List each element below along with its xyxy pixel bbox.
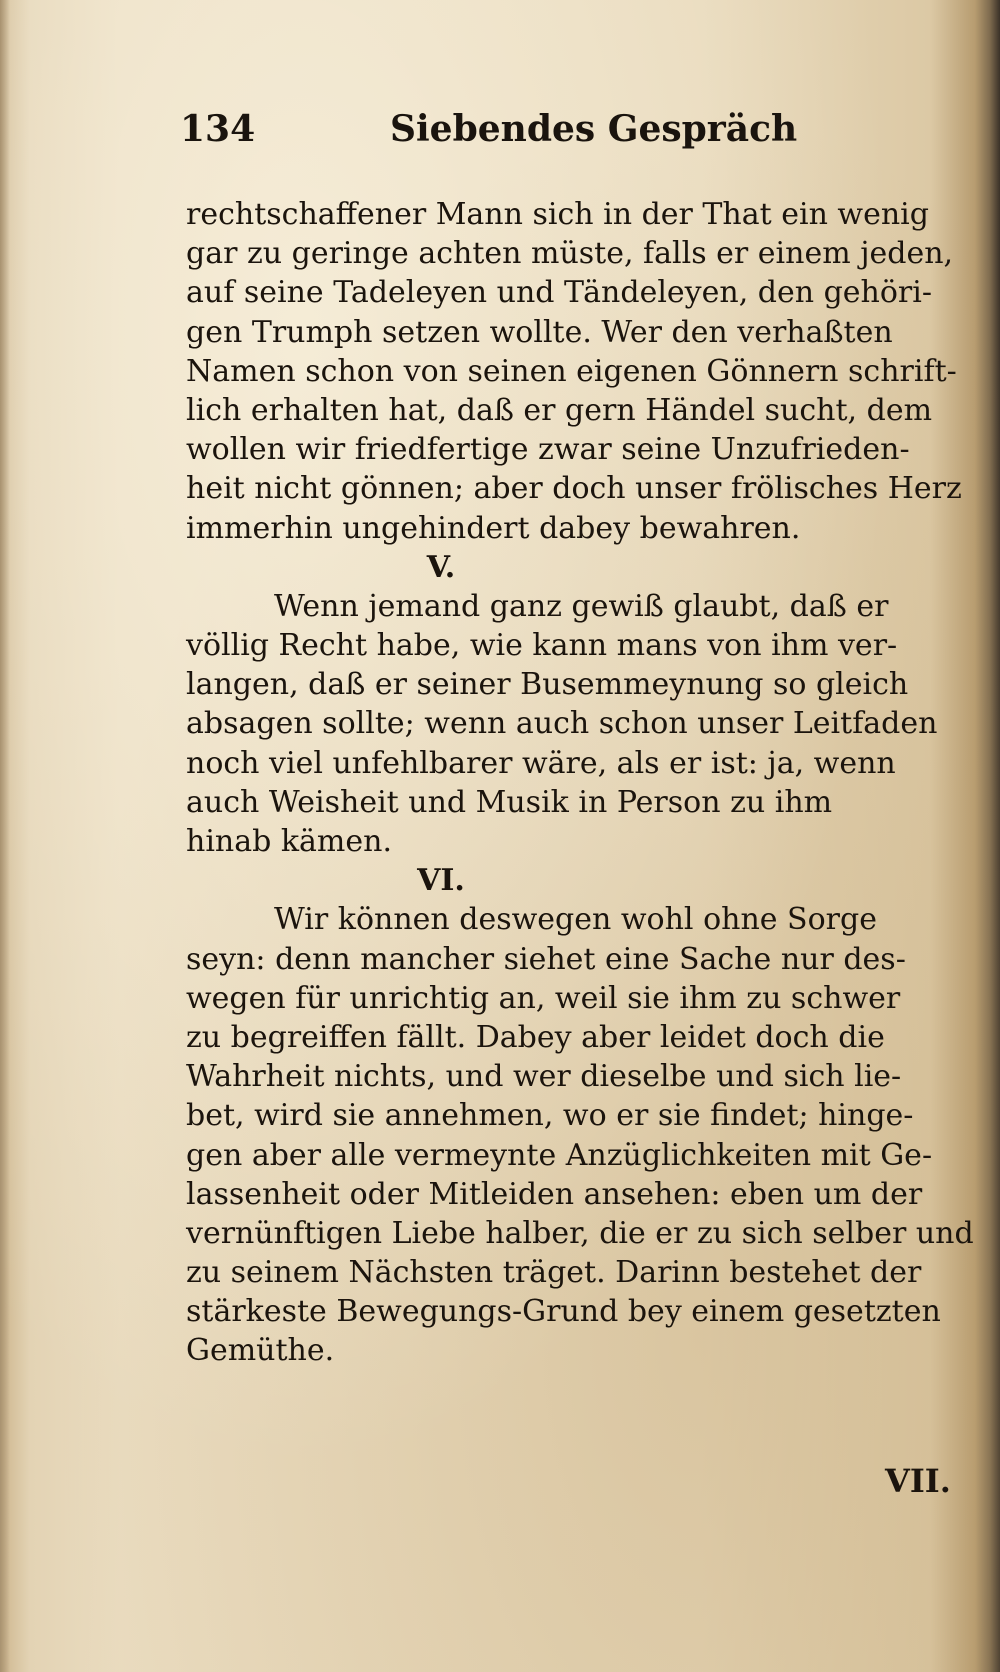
text-line: Wir können deswegen wohl ohne Sorge: [274, 902, 877, 938]
page-body: [186, 195, 974, 1371]
text-line: bet, wird sie annehmen, wo er sie findet; hinge-: [186, 1098, 914, 1134]
text-line: absagen sollte; wenn auch schon unser Leitfaden: [186, 706, 938, 742]
text-line: völlig Recht habe, wie kann mans von ihm ver-: [186, 628, 898, 664]
text-line: zu begreiffen fällt. Dabey aber leidet doch die: [186, 1019, 885, 1055]
running-title: Siebendes Gespräch: [390, 108, 798, 150]
page-header: [180, 108, 880, 158]
text-line: auch Weisheit und Musik in Person zu ihm: [186, 784, 833, 820]
text-line: zu seinem Nächsten träget. Darinn bestehet der: [186, 1255, 922, 1291]
text-line: immerhin ungehindert dabey bewahren.: [186, 510, 801, 546]
text-line: gar zu geringe achten müste, falls er einem jeden,: [186, 236, 954, 272]
text-line: lassenheit oder Mitleiden ansehen: eben um der: [186, 1176, 923, 1212]
section-number-vi: VI.: [417, 863, 465, 899]
text-line: vernünftigen Liebe halber, die er zu sich selber und: [186, 1215, 974, 1251]
text-line: Wahrheit nichts, und wer dieselbe und sich lie-: [186, 1059, 902, 1095]
text-line: gen Trumph setzen wollte. Wer den verhaßten: [186, 314, 893, 350]
text-line: langen, daß er seiner Busemmeynung so gleich: [186, 667, 909, 703]
text-line: gen aber alle vermeynte Anzüglichkeiten mit Ge-: [186, 1137, 933, 1173]
text-line: Namen schon von seinen eigenen Gönnern schrift-: [186, 353, 957, 389]
text-line: wegen für unrichtig an, weil sie ihm zu schwer: [186, 980, 901, 1016]
text-line: Wenn jemand ganz gewiß glaubt, daß er: [274, 588, 889, 624]
section-number-v: V.: [426, 549, 456, 585]
page-gutter-shadow: [0, 0, 10, 1672]
text-line: Gemüthe.: [186, 1333, 335, 1369]
text-line: seyn: denn mancher siehet eine Sache nur des-: [186, 941, 906, 977]
text-line: noch viel unfehlbarer wäre, als er ist: ja, wenn: [186, 745, 896, 781]
text-line: heit nicht gönnen; aber doch unser frölisches Herz: [186, 471, 962, 507]
text-line: wollen wir friedfertige zwar seine Unzufrieden-: [186, 432, 910, 468]
text-line: auf seine Tadeleyen und Tändeleyen, den gehöri-: [186, 275, 933, 311]
text-line: rechtschaffener Mann sich in der That ein wenig: [186, 197, 929, 232]
text-line: hinab kämen.: [186, 824, 392, 859]
page-number: 134: [180, 108, 256, 150]
text-line: lich erhalten hat, daß er gern Händel sucht, dem: [186, 392, 933, 428]
catchword: VII.: [885, 1462, 951, 1500]
text-line: stärkeste Bewegungs-Grund bey einem gesetzten: [186, 1294, 941, 1330]
